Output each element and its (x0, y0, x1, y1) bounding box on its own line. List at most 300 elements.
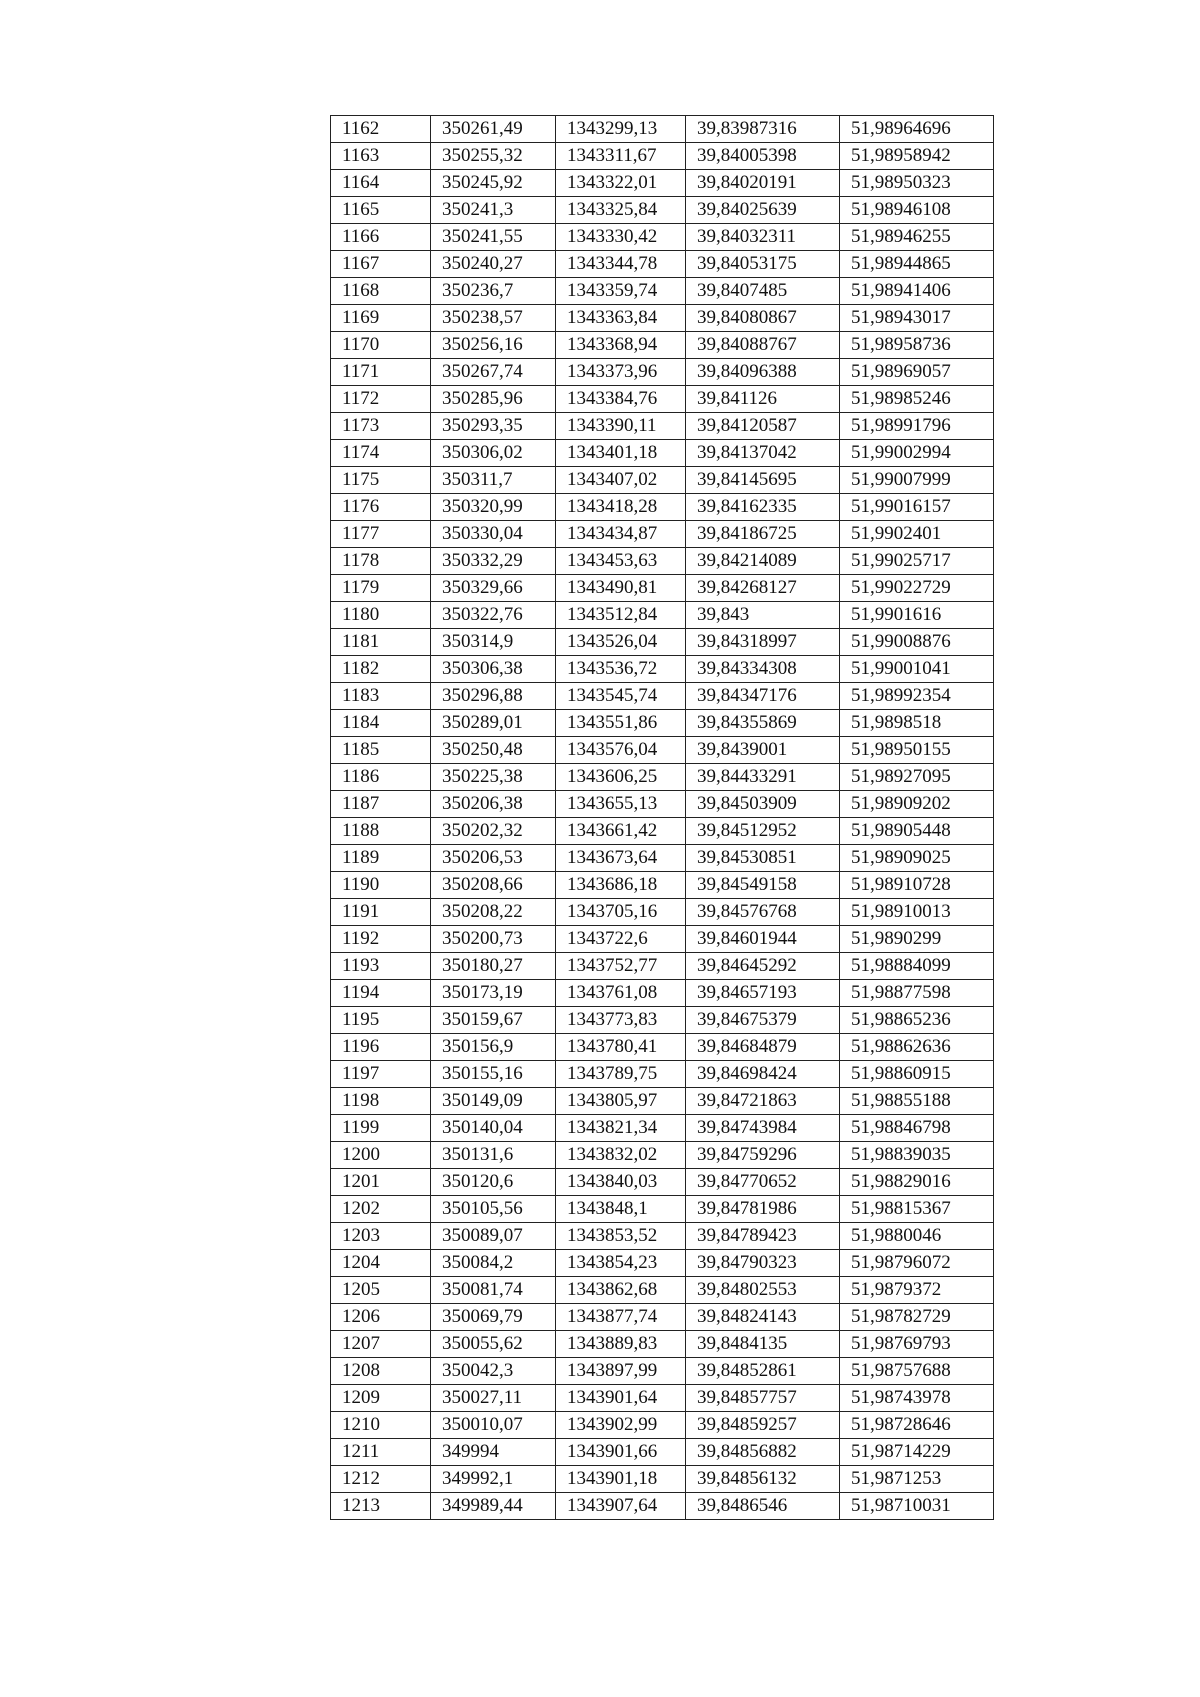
longitude-cell: 39,84601944 (686, 926, 840, 953)
longitude-cell: 39,84020191 (686, 170, 840, 197)
x-coordinate-cell: 350320,99 (431, 494, 556, 521)
y-coordinate-cell: 1343299,13 (556, 116, 686, 143)
point-number-cell: 1168 (331, 278, 431, 305)
latitude-cell: 51,98860915 (840, 1061, 994, 1088)
point-number-cell: 1195 (331, 1007, 431, 1034)
x-coordinate-cell: 350208,22 (431, 899, 556, 926)
y-coordinate-cell: 1343907,64 (556, 1493, 686, 1520)
latitude-cell: 51,9890299 (840, 926, 994, 953)
x-coordinate-cell: 350311,7 (431, 467, 556, 494)
table-row (331, 818, 994, 845)
x-coordinate-cell: 350256,16 (431, 332, 556, 359)
table-row (331, 1169, 994, 1196)
y-coordinate-cell: 1343363,84 (556, 305, 686, 332)
x-coordinate-cell: 350089,07 (431, 1223, 556, 1250)
y-coordinate-cell: 1343545,74 (556, 683, 686, 710)
x-coordinate-cell: 350225,38 (431, 764, 556, 791)
longitude-cell: 39,84347176 (686, 683, 840, 710)
point-number-cell: 1174 (331, 440, 431, 467)
x-coordinate-cell: 350105,56 (431, 1196, 556, 1223)
y-coordinate-cell: 1343368,94 (556, 332, 686, 359)
longitude-cell: 39,84802553 (686, 1277, 840, 1304)
x-coordinate-cell: 350042,3 (431, 1358, 556, 1385)
y-coordinate-cell: 1343853,52 (556, 1223, 686, 1250)
table-row (331, 1250, 994, 1277)
longitude-cell: 39,84268127 (686, 575, 840, 602)
table-row (331, 332, 994, 359)
x-coordinate-cell: 350149,09 (431, 1088, 556, 1115)
longitude-cell: 39,84721863 (686, 1088, 840, 1115)
longitude-cell: 39,84080867 (686, 305, 840, 332)
table-row (331, 656, 994, 683)
y-coordinate-cell: 1343661,42 (556, 818, 686, 845)
latitude-cell: 51,9880046 (840, 1223, 994, 1250)
coordinates-table (330, 115, 994, 1520)
y-coordinate-cell: 1343490,81 (556, 575, 686, 602)
longitude-cell: 39,84576768 (686, 899, 840, 926)
point-number-cell: 1163 (331, 143, 431, 170)
latitude-cell: 51,98909025 (840, 845, 994, 872)
longitude-cell: 39,84684879 (686, 1034, 840, 1061)
table-row (331, 1196, 994, 1223)
x-coordinate-cell: 350208,66 (431, 872, 556, 899)
table-row (331, 224, 994, 251)
latitude-cell: 51,98782729 (840, 1304, 994, 1331)
point-number-cell: 1186 (331, 764, 431, 791)
table-row (331, 143, 994, 170)
table-row (331, 359, 994, 386)
table-row (331, 116, 994, 143)
y-coordinate-cell: 1343780,41 (556, 1034, 686, 1061)
y-coordinate-cell: 1343862,68 (556, 1277, 686, 1304)
latitude-cell: 51,98714229 (840, 1439, 994, 1466)
table-row (331, 710, 994, 737)
point-number-cell: 1166 (331, 224, 431, 251)
table-row (331, 926, 994, 953)
longitude-cell: 39,841126 (686, 386, 840, 413)
x-coordinate-cell: 350084,2 (431, 1250, 556, 1277)
y-coordinate-cell: 1343821,34 (556, 1115, 686, 1142)
longitude-cell: 39,8407485 (686, 278, 840, 305)
longitude-cell: 39,84549158 (686, 872, 840, 899)
y-coordinate-cell: 1343407,02 (556, 467, 686, 494)
point-number-cell: 1179 (331, 575, 431, 602)
point-number-cell: 1167 (331, 251, 431, 278)
x-coordinate-cell: 350241,55 (431, 224, 556, 251)
table-row (331, 170, 994, 197)
point-number-cell: 1165 (331, 197, 431, 224)
y-coordinate-cell: 1343789,75 (556, 1061, 686, 1088)
y-coordinate-cell: 1343655,13 (556, 791, 686, 818)
longitude-cell: 39,84120587 (686, 413, 840, 440)
longitude-cell: 39,84433291 (686, 764, 840, 791)
x-coordinate-cell: 350314,9 (431, 629, 556, 656)
latitude-cell: 51,99002994 (840, 440, 994, 467)
longitude-cell: 39,84824143 (686, 1304, 840, 1331)
table-row (331, 1223, 994, 1250)
table-row (331, 1034, 994, 1061)
longitude-cell: 39,84162335 (686, 494, 840, 521)
latitude-cell: 51,98769793 (840, 1331, 994, 1358)
point-number-cell: 1213 (331, 1493, 431, 1520)
y-coordinate-cell: 1343902,99 (556, 1412, 686, 1439)
longitude-cell: 39,84032311 (686, 224, 840, 251)
latitude-cell: 51,98943017 (840, 305, 994, 332)
x-coordinate-cell: 350081,74 (431, 1277, 556, 1304)
longitude-cell: 39,84852861 (686, 1358, 840, 1385)
point-number-cell: 1164 (331, 170, 431, 197)
table-row (331, 521, 994, 548)
x-coordinate-cell: 350131,6 (431, 1142, 556, 1169)
longitude-cell: 39,84857757 (686, 1385, 840, 1412)
y-coordinate-cell: 1343805,97 (556, 1088, 686, 1115)
table-row (331, 629, 994, 656)
latitude-cell: 51,98846798 (840, 1115, 994, 1142)
latitude-cell: 51,98991796 (840, 413, 994, 440)
table-row (331, 791, 994, 818)
point-number-cell: 1198 (331, 1088, 431, 1115)
table-row (331, 899, 994, 926)
x-coordinate-cell: 350255,32 (431, 143, 556, 170)
point-number-cell: 1173 (331, 413, 431, 440)
y-coordinate-cell: 1343373,96 (556, 359, 686, 386)
point-number-cell: 1187 (331, 791, 431, 818)
table-row (331, 980, 994, 1007)
longitude-cell: 39,84355869 (686, 710, 840, 737)
x-coordinate-cell: 350173,19 (431, 980, 556, 1007)
x-coordinate-cell: 350027,11 (431, 1385, 556, 1412)
x-coordinate-cell: 350206,38 (431, 791, 556, 818)
latitude-cell: 51,98905448 (840, 818, 994, 845)
x-coordinate-cell: 350332,29 (431, 548, 556, 575)
latitude-cell: 51,98969057 (840, 359, 994, 386)
y-coordinate-cell: 1343526,04 (556, 629, 686, 656)
table-row (331, 548, 994, 575)
x-coordinate-cell: 350069,79 (431, 1304, 556, 1331)
latitude-cell: 51,98865236 (840, 1007, 994, 1034)
latitude-cell: 51,98710031 (840, 1493, 994, 1520)
latitude-cell: 51,98927095 (840, 764, 994, 791)
longitude-cell: 39,8484135 (686, 1331, 840, 1358)
x-coordinate-cell: 350200,73 (431, 926, 556, 953)
point-number-cell: 1190 (331, 872, 431, 899)
longitude-cell: 39,84790323 (686, 1250, 840, 1277)
point-number-cell: 1199 (331, 1115, 431, 1142)
y-coordinate-cell: 1343901,18 (556, 1466, 686, 1493)
point-number-cell: 1176 (331, 494, 431, 521)
y-coordinate-cell: 1343325,84 (556, 197, 686, 224)
x-coordinate-cell: 350261,49 (431, 116, 556, 143)
latitude-cell: 51,98992354 (840, 683, 994, 710)
longitude-cell: 39,84530851 (686, 845, 840, 872)
longitude-cell: 39,84657193 (686, 980, 840, 1007)
longitude-cell: 39,84137042 (686, 440, 840, 467)
longitude-cell: 39,84053175 (686, 251, 840, 278)
latitude-cell: 51,99022729 (840, 575, 994, 602)
latitude-cell: 51,99025717 (840, 548, 994, 575)
table-row (331, 575, 994, 602)
latitude-cell: 51,98950155 (840, 737, 994, 764)
latitude-cell: 51,98910728 (840, 872, 994, 899)
x-coordinate-cell: 350240,27 (431, 251, 556, 278)
longitude-cell: 39,84645292 (686, 953, 840, 980)
latitude-cell: 51,99008876 (840, 629, 994, 656)
y-coordinate-cell: 1343551,86 (556, 710, 686, 737)
y-coordinate-cell: 1343889,83 (556, 1331, 686, 1358)
point-number-cell: 1211 (331, 1439, 431, 1466)
x-coordinate-cell: 350155,16 (431, 1061, 556, 1088)
table-row (331, 278, 994, 305)
y-coordinate-cell: 1343854,23 (556, 1250, 686, 1277)
table-row (331, 953, 994, 980)
table-row (331, 1358, 994, 1385)
point-number-cell: 1162 (331, 116, 431, 143)
y-coordinate-cell: 1343840,03 (556, 1169, 686, 1196)
latitude-cell: 51,98839035 (840, 1142, 994, 1169)
table-row (331, 1493, 994, 1520)
y-coordinate-cell: 1343359,74 (556, 278, 686, 305)
y-coordinate-cell: 1343901,66 (556, 1439, 686, 1466)
x-coordinate-cell: 350159,67 (431, 1007, 556, 1034)
latitude-cell: 51,98958942 (840, 143, 994, 170)
x-coordinate-cell: 350296,88 (431, 683, 556, 710)
x-coordinate-cell: 350238,57 (431, 305, 556, 332)
latitude-cell: 51,99016157 (840, 494, 994, 521)
x-coordinate-cell: 350285,96 (431, 386, 556, 413)
longitude-cell: 39,84025639 (686, 197, 840, 224)
y-coordinate-cell: 1343434,87 (556, 521, 686, 548)
longitude-cell: 39,84856882 (686, 1439, 840, 1466)
table-row (331, 1142, 994, 1169)
longitude-cell: 39,84096388 (686, 359, 840, 386)
x-coordinate-cell: 350289,01 (431, 710, 556, 737)
x-coordinate-cell: 350010,07 (431, 1412, 556, 1439)
y-coordinate-cell: 1343344,78 (556, 251, 686, 278)
longitude-cell: 39,84675379 (686, 1007, 840, 1034)
point-number-cell: 1207 (331, 1331, 431, 1358)
y-coordinate-cell: 1343576,04 (556, 737, 686, 764)
table-row (331, 1466, 994, 1493)
y-coordinate-cell: 1343311,67 (556, 143, 686, 170)
x-coordinate-cell: 350055,62 (431, 1331, 556, 1358)
y-coordinate-cell: 1343330,42 (556, 224, 686, 251)
table-row (331, 413, 994, 440)
longitude-cell: 39,84186725 (686, 521, 840, 548)
point-number-cell: 1188 (331, 818, 431, 845)
point-number-cell: 1205 (331, 1277, 431, 1304)
y-coordinate-cell: 1343705,16 (556, 899, 686, 926)
point-number-cell: 1183 (331, 683, 431, 710)
latitude-cell: 51,98910013 (840, 899, 994, 926)
latitude-cell: 51,99007999 (840, 467, 994, 494)
table-row (331, 197, 994, 224)
table-row (331, 494, 994, 521)
latitude-cell: 51,9898518 (840, 710, 994, 737)
x-coordinate-cell: 350306,38 (431, 656, 556, 683)
longitude-cell: 39,84770652 (686, 1169, 840, 1196)
table-row (331, 386, 994, 413)
y-coordinate-cell: 1343848,1 (556, 1196, 686, 1223)
table-row (331, 305, 994, 332)
table-row (331, 872, 994, 899)
longitude-cell: 39,8486546 (686, 1493, 840, 1520)
latitude-cell: 51,98946108 (840, 197, 994, 224)
longitude-cell: 39,84318997 (686, 629, 840, 656)
longitude-cell: 39,84781986 (686, 1196, 840, 1223)
table-row (331, 602, 994, 629)
y-coordinate-cell: 1343877,74 (556, 1304, 686, 1331)
y-coordinate-cell: 1343384,76 (556, 386, 686, 413)
coordinates-table-body (331, 116, 994, 1520)
table-row (331, 467, 994, 494)
x-coordinate-cell: 350202,32 (431, 818, 556, 845)
longitude-cell: 39,84698424 (686, 1061, 840, 1088)
longitude-cell: 39,84512952 (686, 818, 840, 845)
point-number-cell: 1171 (331, 359, 431, 386)
longitude-cell: 39,84759296 (686, 1142, 840, 1169)
latitude-cell: 51,98829016 (840, 1169, 994, 1196)
point-number-cell: 1170 (331, 332, 431, 359)
y-coordinate-cell: 1343901,64 (556, 1385, 686, 1412)
latitude-cell: 51,98728646 (840, 1412, 994, 1439)
table-row (331, 737, 994, 764)
longitude-cell: 39,84856132 (686, 1466, 840, 1493)
point-number-cell: 1196 (331, 1034, 431, 1061)
y-coordinate-cell: 1343418,28 (556, 494, 686, 521)
longitude-cell: 39,84214089 (686, 548, 840, 575)
point-number-cell: 1208 (331, 1358, 431, 1385)
table-row (331, 440, 994, 467)
y-coordinate-cell: 1343453,63 (556, 548, 686, 575)
table-row (331, 1439, 994, 1466)
x-coordinate-cell: 350330,04 (431, 521, 556, 548)
table-row (331, 1115, 994, 1142)
point-number-cell: 1169 (331, 305, 431, 332)
table-row (331, 1412, 994, 1439)
point-number-cell: 1197 (331, 1061, 431, 1088)
y-coordinate-cell: 1343761,08 (556, 980, 686, 1007)
x-coordinate-cell: 350293,35 (431, 413, 556, 440)
x-coordinate-cell: 350245,92 (431, 170, 556, 197)
y-coordinate-cell: 1343722,6 (556, 926, 686, 953)
latitude-cell: 51,9901616 (840, 602, 994, 629)
x-coordinate-cell: 350329,66 (431, 575, 556, 602)
table-row (331, 1007, 994, 1034)
point-number-cell: 1202 (331, 1196, 431, 1223)
x-coordinate-cell: 350267,74 (431, 359, 556, 386)
point-number-cell: 1210 (331, 1412, 431, 1439)
point-number-cell: 1209 (331, 1385, 431, 1412)
longitude-cell: 39,84005398 (686, 143, 840, 170)
longitude-cell: 39,84088767 (686, 332, 840, 359)
x-coordinate-cell: 349989,44 (431, 1493, 556, 1520)
y-coordinate-cell: 1343686,18 (556, 872, 686, 899)
point-number-cell: 1212 (331, 1466, 431, 1493)
latitude-cell: 51,98862636 (840, 1034, 994, 1061)
point-number-cell: 1178 (331, 548, 431, 575)
x-coordinate-cell: 350180,27 (431, 953, 556, 980)
point-number-cell: 1192 (331, 926, 431, 953)
x-coordinate-cell: 350206,53 (431, 845, 556, 872)
table-row (331, 845, 994, 872)
point-number-cell: 1180 (331, 602, 431, 629)
point-number-cell: 1175 (331, 467, 431, 494)
longitude-cell: 39,84145695 (686, 467, 840, 494)
latitude-cell: 51,98958736 (840, 332, 994, 359)
longitude-cell: 39,84503909 (686, 791, 840, 818)
y-coordinate-cell: 1343897,99 (556, 1358, 686, 1385)
point-number-cell: 1182 (331, 656, 431, 683)
longitude-cell: 39,843 (686, 602, 840, 629)
table-row (331, 1061, 994, 1088)
x-coordinate-cell: 350241,3 (431, 197, 556, 224)
y-coordinate-cell: 1343752,77 (556, 953, 686, 980)
y-coordinate-cell: 1343536,72 (556, 656, 686, 683)
table-row (331, 251, 994, 278)
point-number-cell: 1193 (331, 953, 431, 980)
latitude-cell: 51,99001041 (840, 656, 994, 683)
point-number-cell: 1200 (331, 1142, 431, 1169)
y-coordinate-cell: 1343390,11 (556, 413, 686, 440)
latitude-cell: 51,98815367 (840, 1196, 994, 1223)
point-number-cell: 1206 (331, 1304, 431, 1331)
longitude-cell: 39,8439001 (686, 737, 840, 764)
point-number-cell: 1181 (331, 629, 431, 656)
y-coordinate-cell: 1343512,84 (556, 602, 686, 629)
point-number-cell: 1185 (331, 737, 431, 764)
y-coordinate-cell: 1343673,64 (556, 845, 686, 872)
point-number-cell: 1177 (331, 521, 431, 548)
longitude-cell: 39,84859257 (686, 1412, 840, 1439)
y-coordinate-cell: 1343832,02 (556, 1142, 686, 1169)
x-coordinate-cell: 350306,02 (431, 440, 556, 467)
x-coordinate-cell: 349994 (431, 1439, 556, 1466)
point-number-cell: 1194 (331, 980, 431, 1007)
table-row (331, 1385, 994, 1412)
latitude-cell: 51,98946255 (840, 224, 994, 251)
table-row (331, 1277, 994, 1304)
x-coordinate-cell: 350156,9 (431, 1034, 556, 1061)
latitude-cell: 51,98884099 (840, 953, 994, 980)
latitude-cell: 51,9902401 (840, 521, 994, 548)
point-number-cell: 1203 (331, 1223, 431, 1250)
table-row (331, 1088, 994, 1115)
point-number-cell: 1204 (331, 1250, 431, 1277)
x-coordinate-cell: 349992,1 (431, 1466, 556, 1493)
table-row (331, 1304, 994, 1331)
latitude-cell: 51,98757688 (840, 1358, 994, 1385)
latitude-cell: 51,98950323 (840, 170, 994, 197)
point-number-cell: 1191 (331, 899, 431, 926)
point-number-cell: 1184 (331, 710, 431, 737)
latitude-cell: 51,9879372 (840, 1277, 994, 1304)
latitude-cell: 51,98941406 (840, 278, 994, 305)
latitude-cell: 51,98944865 (840, 251, 994, 278)
latitude-cell: 51,98855188 (840, 1088, 994, 1115)
point-number-cell: 1172 (331, 386, 431, 413)
point-number-cell: 1201 (331, 1169, 431, 1196)
x-coordinate-cell: 350120,6 (431, 1169, 556, 1196)
x-coordinate-cell: 350140,04 (431, 1115, 556, 1142)
latitude-cell: 51,98743978 (840, 1385, 994, 1412)
y-coordinate-cell: 1343606,25 (556, 764, 686, 791)
longitude-cell: 39,84789423 (686, 1223, 840, 1250)
longitude-cell: 39,84334308 (686, 656, 840, 683)
x-coordinate-cell: 350250,48 (431, 737, 556, 764)
table-row (331, 683, 994, 710)
table-row (331, 1331, 994, 1358)
longitude-cell: 39,84743984 (686, 1115, 840, 1142)
